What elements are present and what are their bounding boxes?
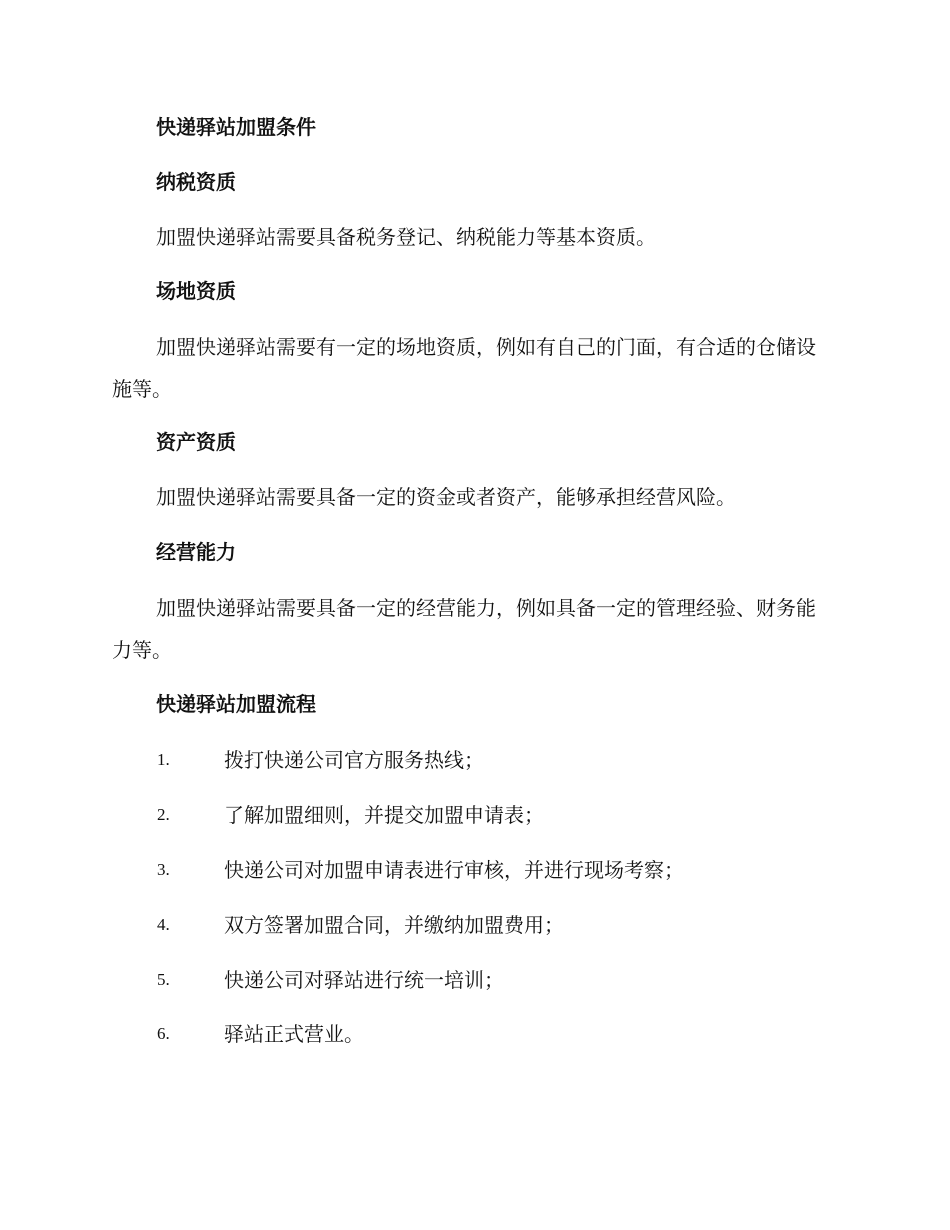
step-text: 双方签署加盟合同，并缴纳加盟费用； <box>224 913 564 937</box>
assets-paragraph: 加盟快递驿站需要具备一定的资金或者资产，能够承担经营风险。 <box>156 485 736 509</box>
site-heading: 场地资质 <box>156 279 236 303</box>
site-paragraph: 加盟快递驿站需要有一定的场地资质，例如有自己的门面，有合适的仓储设施等。 <box>112 335 816 401</box>
tax-heading: 纳税资质 <box>156 170 236 194</box>
operation-paragraph: 加盟快递驿站需要具备一定的经营能力，例如具备一定的管理经验、财务能力等。 <box>112 596 816 662</box>
step-number: 3. <box>157 860 170 879</box>
process-title: 快递驿站加盟流程 <box>156 692 316 716</box>
assets-heading: 资产资质 <box>156 430 236 454</box>
step-text: 快递公司对驿站进行统一培训； <box>224 968 504 992</box>
step-number: 6. <box>157 1024 170 1043</box>
step-text: 驿站正式营业。 <box>224 1022 364 1046</box>
step-text: 了解加盟细则，并提交加盟申请表； <box>224 803 544 827</box>
step-number: 5. <box>157 970 170 989</box>
step-number: 4. <box>157 915 170 934</box>
conditions-title: 快递驿站加盟条件 <box>156 115 316 139</box>
tax-paragraph: 加盟快递驿站需要具备税务登记、纳税能力等基本资质。 <box>156 225 656 249</box>
step-number: 2. <box>157 805 170 824</box>
step-text: 快递公司对加盟申请表进行审核，并进行现场考察； <box>224 858 684 882</box>
operation-heading: 经营能力 <box>156 540 236 564</box>
step-text: 拨打快递公司官方服务热线； <box>224 748 484 772</box>
step-number: 1. <box>157 750 170 769</box>
